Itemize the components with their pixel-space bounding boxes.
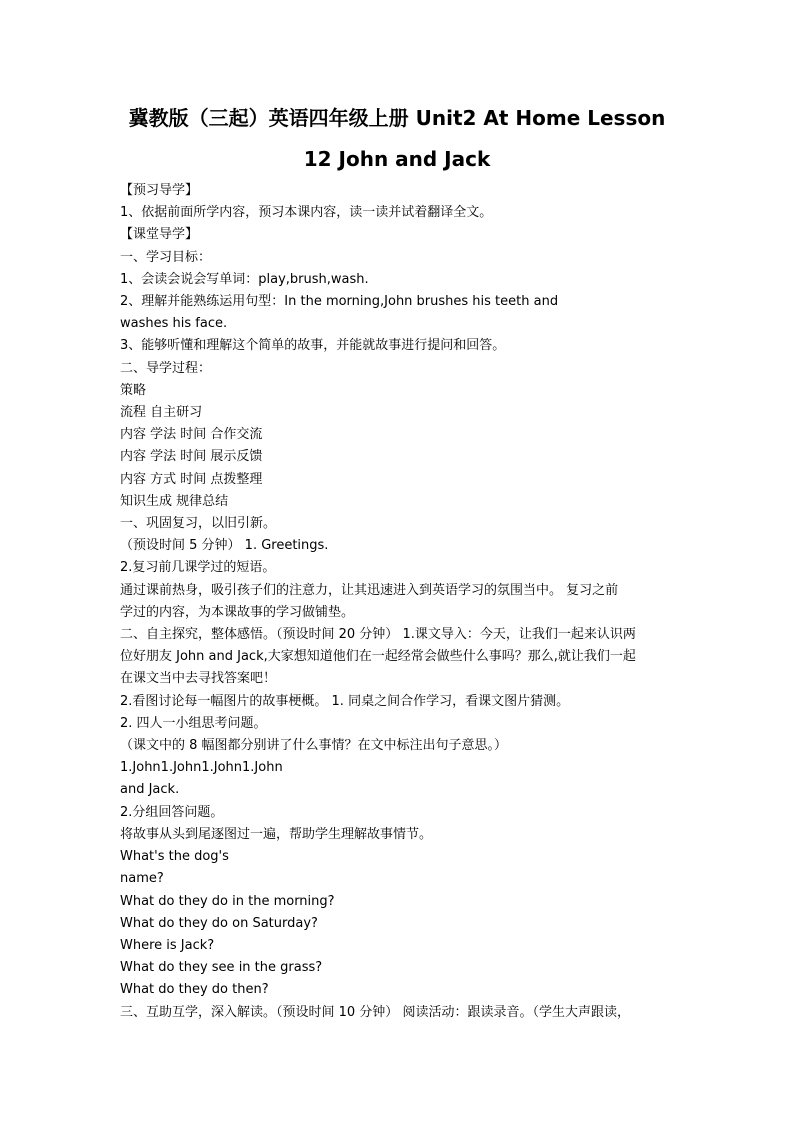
text-line: （预设时间 5 分钟） 1. Greetings.	[120, 538, 329, 554]
document-title-continued: 12 John and Jack	[303, 147, 491, 171]
text-line: 内容 方式 时间 点拨整理	[120, 471, 263, 487]
text-line: 二、导学过程：	[120, 360, 212, 376]
text-line: 1、依据前面所学内容，预习本课内容，读一读并试着翻译全文。	[120, 205, 493, 221]
text-line: washes his face.	[120, 316, 228, 332]
question-line: What do they see in the grass?	[120, 960, 323, 976]
text-line: 一、巩固复习，以旧引新。	[120, 516, 277, 532]
text-line: 1.John1.John1.John1.John	[120, 760, 283, 776]
text-line: 1、会读会说会写单词：play,brush,wash.	[120, 271, 369, 287]
text-line: 一、学习目标：	[120, 249, 212, 265]
question-line: What do they do in the morning?	[120, 893, 335, 909]
question-line: Where is Jack?	[120, 937, 215, 953]
text-line: 学过的内容，为本课故事的学习做铺垫。	[120, 604, 355, 620]
text-line: 策略	[120, 382, 147, 398]
section-heading-class: 【课堂导学】	[120, 227, 199, 243]
text-line: 内容 学法 时间 合作交流	[120, 427, 263, 443]
question-line: What do they do on Saturday?	[120, 915, 318, 931]
text-line: （课文中的 8 幅图都分别讲了什么事情？在文中标注出句子意思。）	[120, 738, 508, 754]
text-line: 2.复习前几课学过的短语。	[120, 560, 276, 576]
text-line: 知识生成 规律总结	[120, 493, 229, 509]
text-line: 2.看图讨论每一幅图片的故事梗概。 1. 同桌之间合作学习，看课文图片猜测。	[120, 693, 570, 709]
text-line: 3、能够听懂和理解这个简单的故事，并能就故事进行提问和回答。	[120, 338, 506, 354]
text-line: 将故事从头到尾逐图过一遍，帮助学生理解故事情节。	[120, 826, 433, 842]
section-heading-preview: 【预习导学】	[120, 183, 199, 198]
question-line: What's the dog's	[120, 849, 229, 865]
question-line: name?	[120, 871, 164, 887]
text-line: 三、互助互学，深入解读。（预设时间 10 分钟） 阅读活动：跟读录音。（学生大声跟读，	[120, 1004, 630, 1020]
text-line: 2、理解并能熟练运用句型：In the morning,John brushes his teeth and	[120, 294, 559, 310]
text-line: 内容 学法 时间 展示反馈	[120, 449, 263, 465]
question-line: What do they do then?	[120, 982, 269, 998]
text-line: 二、自主探究，整体感悟。（预设时间 20 分钟） 1.课文导入：今天，让我们一起来认识两	[120, 627, 636, 643]
text-line: 通过课前热身，吸引孩子们的注意力，让其迅速进入到英语学习的氛围当中。 复习之前	[120, 582, 619, 598]
text-line: 在课文当中去寻找答案吧！	[120, 671, 277, 687]
document-title: 冀教版（三起）英语四年级上册 Unit2 At Home Lesson	[128, 106, 666, 130]
document-body	[120, 180, 690, 1024]
text-line: 2. 四人一小组思考问题。	[120, 715, 267, 731]
text-line: and Jack.	[120, 782, 180, 798]
text-line: 2.分组回答问题。	[120, 804, 224, 820]
text-line: 流程 自主研习	[120, 405, 203, 421]
text-line: 位好朋友 John and Jack,大家想知道他们在一起经常会做些什么事吗？那么,就让我们一起	[120, 649, 636, 665]
